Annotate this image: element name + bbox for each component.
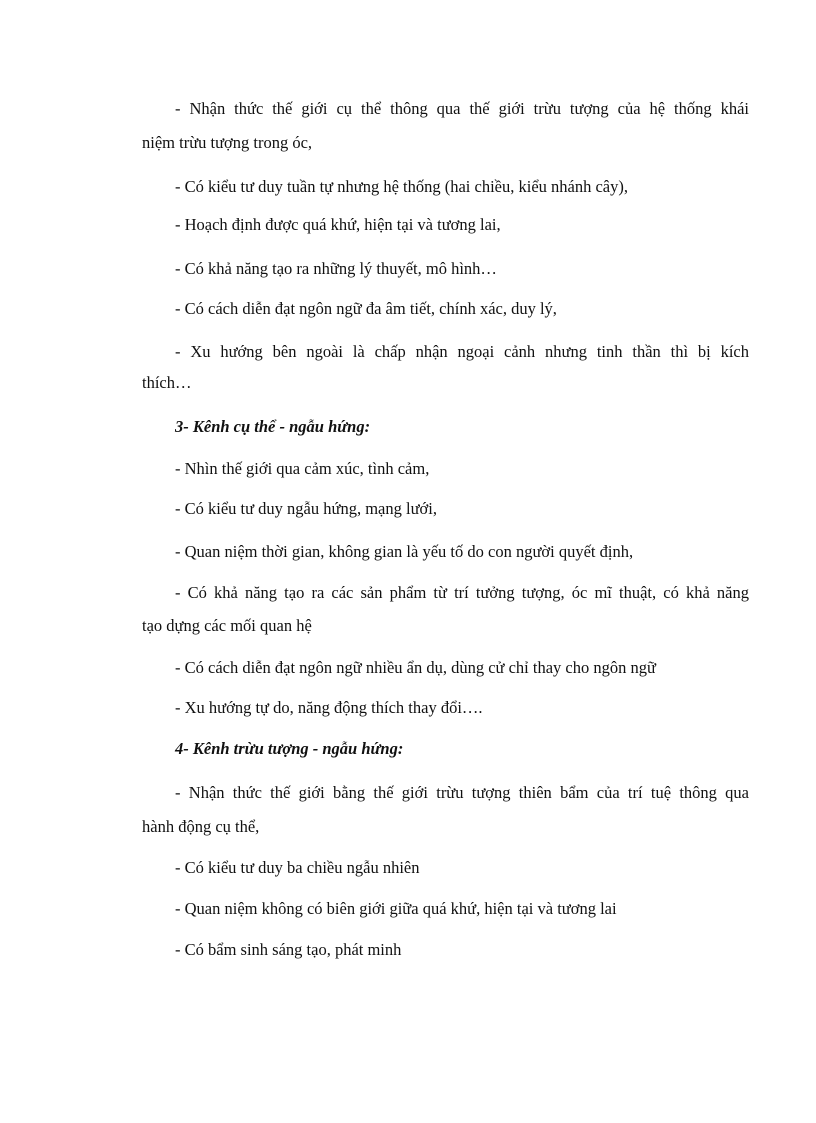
list-item-s3-6: - Xu hướng tự do, năng động thích thay đổi…. xyxy=(175,698,483,717)
list-item-s2-1: - Nhận thức thế giới cụ thể thông qua thế giới trừu tượng của hệ thống khái xyxy=(175,99,749,118)
section-heading-4: 4- Kênh trừu tượng - ngẫu hứng: xyxy=(175,739,404,758)
section-heading-3: 3- Kênh cụ thể - ngẫu hứng: xyxy=(175,417,371,436)
list-item-s4-3: - Quan niệm không có biên giới giữa quá khứ, hiện tại và tương lai xyxy=(175,899,617,918)
list-item-s4-2: - Có kiểu tư duy ba chiều ngẫu nhiên xyxy=(175,858,420,877)
list-item-s3-4: - Có khả năng tạo ra các sản phẩm từ trí tưởng tượng, óc mĩ thuật, có khả năng xyxy=(175,583,749,602)
list-item-s2-6: - Xu hướng bên ngoài là chấp nhận ngoại cảnh nhưng tinh thần thì bị kích xyxy=(175,342,749,361)
list-item-s2-2: - Có kiểu tư duy tuần tự nhưng hệ thống (hai chiều, kiểu nhánh cây), xyxy=(175,177,628,196)
list-item-s3-4-cont: tạo dựng các mối quan hệ xyxy=(142,616,312,635)
list-item-s2-6-cont: thích… xyxy=(142,373,192,392)
list-item-s4-1-cont: hành động cụ thể, xyxy=(142,817,260,836)
list-item-s2-4: - Có khả năng tạo ra những lý thuyết, mô hình… xyxy=(175,259,497,278)
list-item-s4-4: - Có bẩm sinh sáng tạo, phát minh xyxy=(175,940,402,959)
list-item-s4-1: - Nhận thức thế giới bằng thế giới trừu tượng thiên bẩm của trí tuệ thông qua xyxy=(175,783,749,802)
list-item-s2-3: - Hoạch định được quá khứ, hiện tại và tương lai, xyxy=(175,215,501,234)
list-item-s3-2: - Có kiểu tư duy ngẫu hứng, mạng lưới, xyxy=(175,499,437,518)
list-item-s3-3: - Quan niệm thời gian, không gian là yếu tố do con người quyết định, xyxy=(175,542,634,561)
list-item-s3-1: - Nhìn thế giới qua cảm xúc, tình cảm, xyxy=(175,459,430,478)
list-item-s2-5: - Có cách diễn đạt ngôn ngữ đa âm tiết, chính xác, duy lý, xyxy=(175,299,557,318)
list-item-s3-5: - Có cách diễn đạt ngôn ngữ nhiều ẩn dụ, dùng cử chỉ thay cho ngôn ngữ xyxy=(175,658,656,677)
list-item-s2-1-cont: niệm trừu tượng trong óc, xyxy=(142,133,313,152)
